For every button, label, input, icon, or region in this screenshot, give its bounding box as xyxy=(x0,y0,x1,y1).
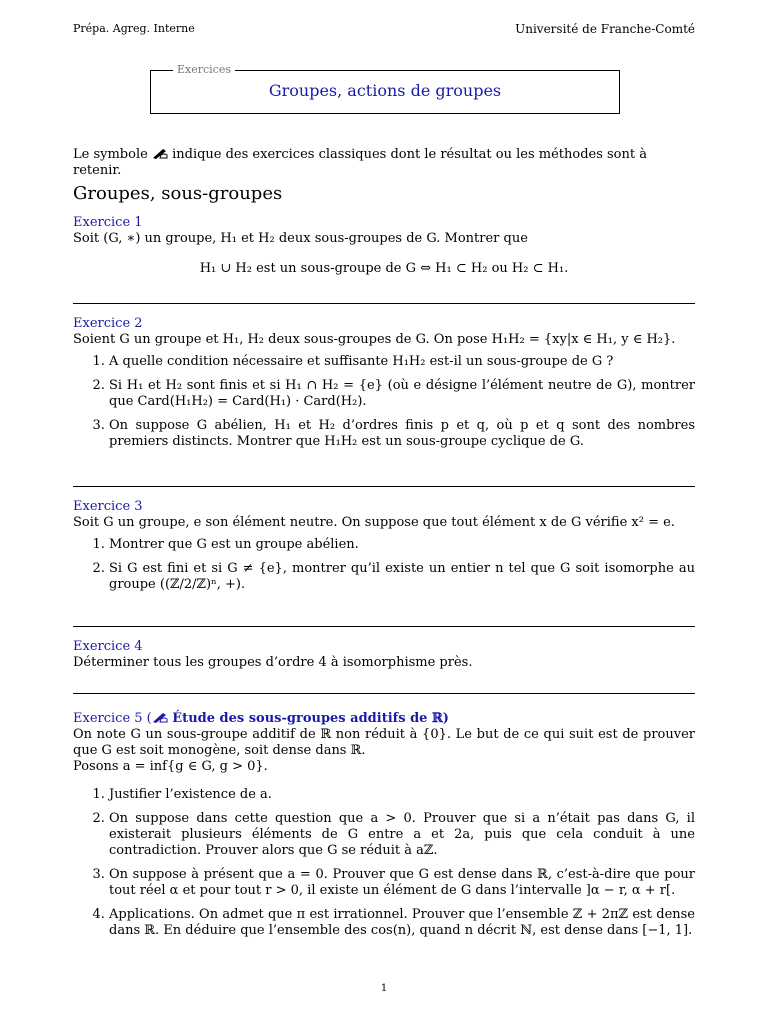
exercise-5-heading-suffix: Étude des sous-groupes additifs de ℝ) xyxy=(167,711,449,726)
exercise-1 xyxy=(73,215,695,277)
exercise-3-list xyxy=(73,537,695,593)
exercise-5-text-2: Posons a = inf{g ∈ G, g > 0}. xyxy=(73,759,268,774)
exercise-1-text: Soit (G, ∗) un groupe, H₁ et H₂ deux sous-groupes de G. Montrer que xyxy=(73,231,528,246)
divider xyxy=(73,486,695,487)
page-number: 1 xyxy=(380,983,388,994)
list-item: 3. On suppose G abélien, H₁ et H₂ d’ordres finis p et q, où p et q sont des nombres premiers distincts. Montrer que H₁H₂ est un sous-groupe cyclique de G. xyxy=(109,418,695,450)
list-item: 3. On suppose à présent que a = 0. Prouver que G est dense dans ℝ, c’est-à-dire que pour tout réel α et pour tout r > 0, il existe un élément de G dans l’intervalle ]α − r, α + r[. xyxy=(109,867,695,899)
list-item: 1. A quelle condition nécessaire et suffisante H₁H₂ est-il un sous-groupe de G ? xyxy=(109,354,695,370)
divider xyxy=(73,693,695,694)
intro-paragraph xyxy=(73,147,695,179)
list-item: 2. Si H₁ et H₂ sont finis et si H₁ ∩ H₂ = {e} (où e désigne l’élément neutre de G), montrer que Card(H₁H₂) = Card(H₁) · Card(H₂). xyxy=(109,378,695,410)
title-box xyxy=(150,63,620,114)
pen-hand-icon xyxy=(152,147,168,159)
divider xyxy=(73,303,695,304)
exercise-2-text: Soient G un groupe et H₁, H₂ deux sous-groupes de G. On pose H₁H₂ = {xy|x ∈ H₁, y ∈ H₂}. xyxy=(73,332,676,347)
exercise-4-heading: Exercice 4 xyxy=(73,639,143,654)
exercise-5-heading xyxy=(73,711,695,727)
exercise-5-text-1: On note G un sous-groupe additif de ℝ non réduit à {0}. Le but de ce qui suit est de prouver que G est soit monogène, soit dense dans ℝ. xyxy=(73,727,695,758)
exercise-4 xyxy=(73,639,695,671)
intro-before: Le symbole xyxy=(73,147,148,162)
exercise-3-text: Soit G un groupe, e son élément neutre. On suppose que tout élément x de G vérifie x² = e. xyxy=(73,515,675,530)
header-right: Université de Franche-Comté xyxy=(515,22,695,36)
pen-hand-icon xyxy=(152,711,168,723)
list-item: 4. Applications. On admet que π est irrationnel. Prouver que l’ensemble ℤ + 2πℤ est dense dans ℝ. En déduire que l’ensemble des cos(n), quand n décrit ℕ, est dense dans [−1, 1]. xyxy=(109,907,695,939)
header-left: Prépa. Agreg. Interne xyxy=(73,22,195,35)
exercise-2-heading: Exercice 2 xyxy=(73,316,143,331)
intro-after: indique des exercices classiques dont le résultat ou les méthodes sont à retenir. xyxy=(73,147,647,178)
title-box-tag: Exercices xyxy=(173,63,235,76)
divider xyxy=(73,626,695,627)
list-item: 2. Si G est fini et si G ≠ {e}, montrer qu’il existe un entier n tel que G soit isomorphe au groupe ((ℤ/2/ℤ)ⁿ, +). xyxy=(109,561,695,593)
exercise-3 xyxy=(73,499,695,601)
list-item: 1. Justifier l’existence de a. xyxy=(109,787,695,803)
list-item: 2. On suppose dans cette question que a > 0. Prouver que si a n’était pas dans G, il existerait plusieurs éléments de G entre a et 2a, puis que cela conduit à une contradiction. Prouver alors que G se réduit à aℤ. xyxy=(109,811,695,859)
section-title: Groupes, sous-groupes xyxy=(73,183,283,204)
exercise-3-heading: Exercice 3 xyxy=(73,499,143,514)
exercise-2 xyxy=(73,316,695,458)
list-item: 1. Montrer que G est un groupe abélien. xyxy=(109,537,695,553)
document-title: Groupes, actions de groupes xyxy=(268,81,502,100)
exercise-1-heading: Exercice 1 xyxy=(73,215,143,230)
exercise-1-formula: H₁ ∪ H₂ est un sous-groupe de G ⇔ H₁ ⊂ H₂ ou H₂ ⊂ H₁. xyxy=(199,261,569,276)
exercise-5-list xyxy=(73,787,695,939)
exercise-5-heading-prefix: Exercice 5 ( xyxy=(73,711,152,726)
exercise-4-text: Déterminer tous les groupes d’ordre 4 à isomorphisme près. xyxy=(73,655,473,670)
exercise-2-list xyxy=(73,354,695,450)
exercise-5 xyxy=(73,711,695,947)
